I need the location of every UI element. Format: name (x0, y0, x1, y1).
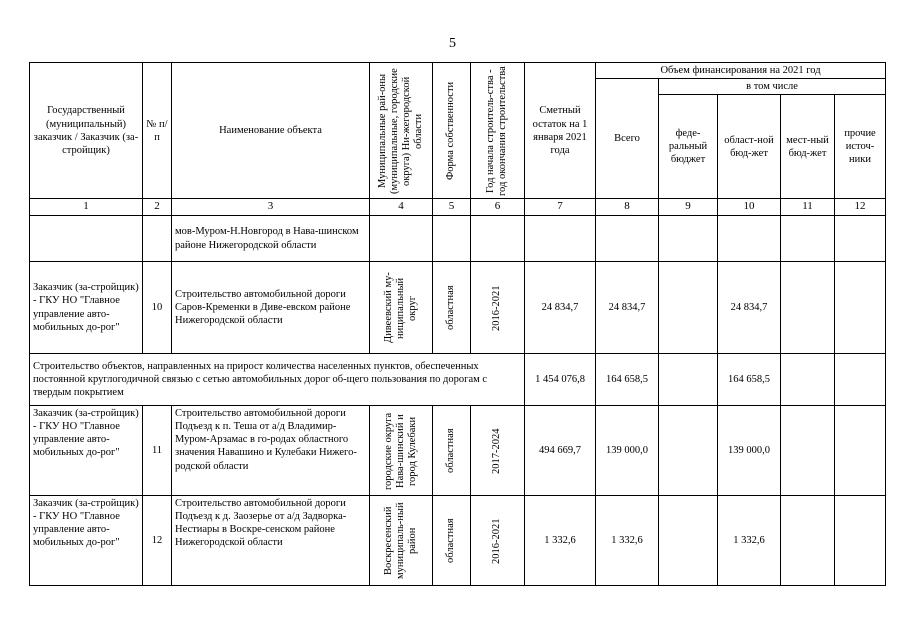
column-number: 10 (718, 199, 781, 216)
column-number: 5 (433, 199, 471, 216)
header-customer: Государственный (муниципальный) заказчик / Заказчик (за-стройщик) (30, 63, 143, 199)
header-number: № п/п (143, 63, 172, 199)
row-number-cell: 10 (143, 262, 172, 354)
header-district: Муниципальные рай-оны (муниципальные, городские округа) Ни-жегородской области (370, 63, 433, 199)
header-including: в том числе (659, 79, 886, 95)
header-federal: феде-ральный бюджет (659, 95, 718, 199)
total-cell: 139 000,0 (596, 406, 659, 496)
column-number: 11 (781, 199, 835, 216)
local-cell (781, 262, 835, 354)
object-name-cell: Строительство автомобильной дороги Подъезд к д. Заозерье от а/д Задворка-Нестиары в Воскре-сенском районе Нижегородской области (172, 496, 370, 586)
federal-cell (659, 262, 718, 354)
summary-balance: 1 454 076,8 (525, 354, 596, 406)
ownership-cell: областная (433, 262, 471, 354)
header-estimate-balance: Сметный остаток на 1 января 2021 года (525, 63, 596, 199)
years-cell: 2016-2021 (471, 496, 525, 586)
column-number: 4 (370, 199, 433, 216)
column-number: 1 (30, 199, 143, 216)
customer-cell: Заказчик (за-стройщик) - ГКУ НО "Главное управление авто-мобильных до-рог" (30, 262, 143, 354)
customer-cell: Заказчик (за-стройщик) - ГКУ НО "Главное управление авто-мобильных до-рог" (30, 496, 143, 586)
column-number: 7 (525, 199, 596, 216)
ownership-cell: областная (433, 496, 471, 586)
years-cell: 2016-2021 (471, 262, 525, 354)
regional-cell: 1 332,6 (718, 496, 781, 586)
table-row-continuation (30, 216, 886, 262)
years-cell: 2017-2024 (471, 406, 525, 496)
total-cell: 24 834,7 (596, 262, 659, 354)
header-ownership: Форма собственности (433, 63, 471, 199)
object-name-cell: Строительство автомобильной дороги Подъезд к п. Теша от а/д Владимир-Муром-Арзамас в го-родах областного значения Навашино и Кулебаки Нижего-родской области (172, 406, 370, 496)
header-other: прочие источ-ники (835, 95, 886, 199)
header-regional: област-ной бюд-жет (718, 95, 781, 199)
column-number: 2 (143, 199, 172, 216)
column-number: 3 (172, 199, 370, 216)
customer-cell: Заказчик (за-стройщик) - ГКУ НО "Главное управление авто-мобильных до-рог" (30, 406, 143, 496)
header-years: Год начала строитель-ства - год окончания строительства (471, 63, 525, 199)
other-cell (835, 262, 886, 354)
column-number: 6 (471, 199, 525, 216)
summary-total: 164 658,5 (596, 354, 659, 406)
header-local: мест-ный бюд-жет (781, 95, 835, 199)
row-number-cell: 11 (143, 406, 172, 496)
regional-cell: 24 834,7 (718, 262, 781, 354)
table-row (30, 262, 886, 354)
regional-cell: 139 000,0 (718, 406, 781, 496)
table-row (30, 406, 886, 496)
district-cell: Дивеевский му-ниципальный округ (370, 262, 433, 354)
header-funding-2021: Объем финансирования на 2021 год (596, 63, 886, 79)
row-number-cell: 12 (143, 496, 172, 586)
summary-row (30, 354, 886, 406)
financing-table (29, 62, 886, 586)
column-number-row (30, 199, 886, 216)
column-number: 9 (659, 199, 718, 216)
balance-cell: 494 669,7 (525, 406, 596, 496)
column-number: 12 (835, 199, 886, 216)
object-name-cell: мов-Муром-Н.Новгород в Нава-шинском районе Нижегородской области (172, 216, 370, 262)
header-total: Всего (596, 79, 659, 199)
district-cell: городские округа Нава-шинский и город Кулебаки (370, 406, 433, 496)
header-object-name: Наименование объекта (172, 63, 370, 199)
summary-regional: 164 658,5 (718, 354, 781, 406)
district-cell: Воскресенский муниципаль-ный район (370, 496, 433, 586)
column-number: 8 (596, 199, 659, 216)
ownership-cell: областная (433, 406, 471, 496)
page-number: 5 (449, 36, 456, 51)
summary-text: Строительство объектов, направленных на прирост количества населенных пунктов, обеспеченных постоянной круглогодичной связью с сетью автомобильных дорог об-щего пользования по дорогам с твердым покрытием (30, 354, 525, 406)
balance-cell: 24 834,7 (525, 262, 596, 354)
total-cell: 1 332,6 (596, 496, 659, 586)
table-row (30, 496, 886, 586)
object-name-cell: Строительство автомобильной дороги Саров-Кременки в Диве-евском районе Нижегородской области (172, 262, 370, 354)
balance-cell: 1 332,6 (525, 496, 596, 586)
